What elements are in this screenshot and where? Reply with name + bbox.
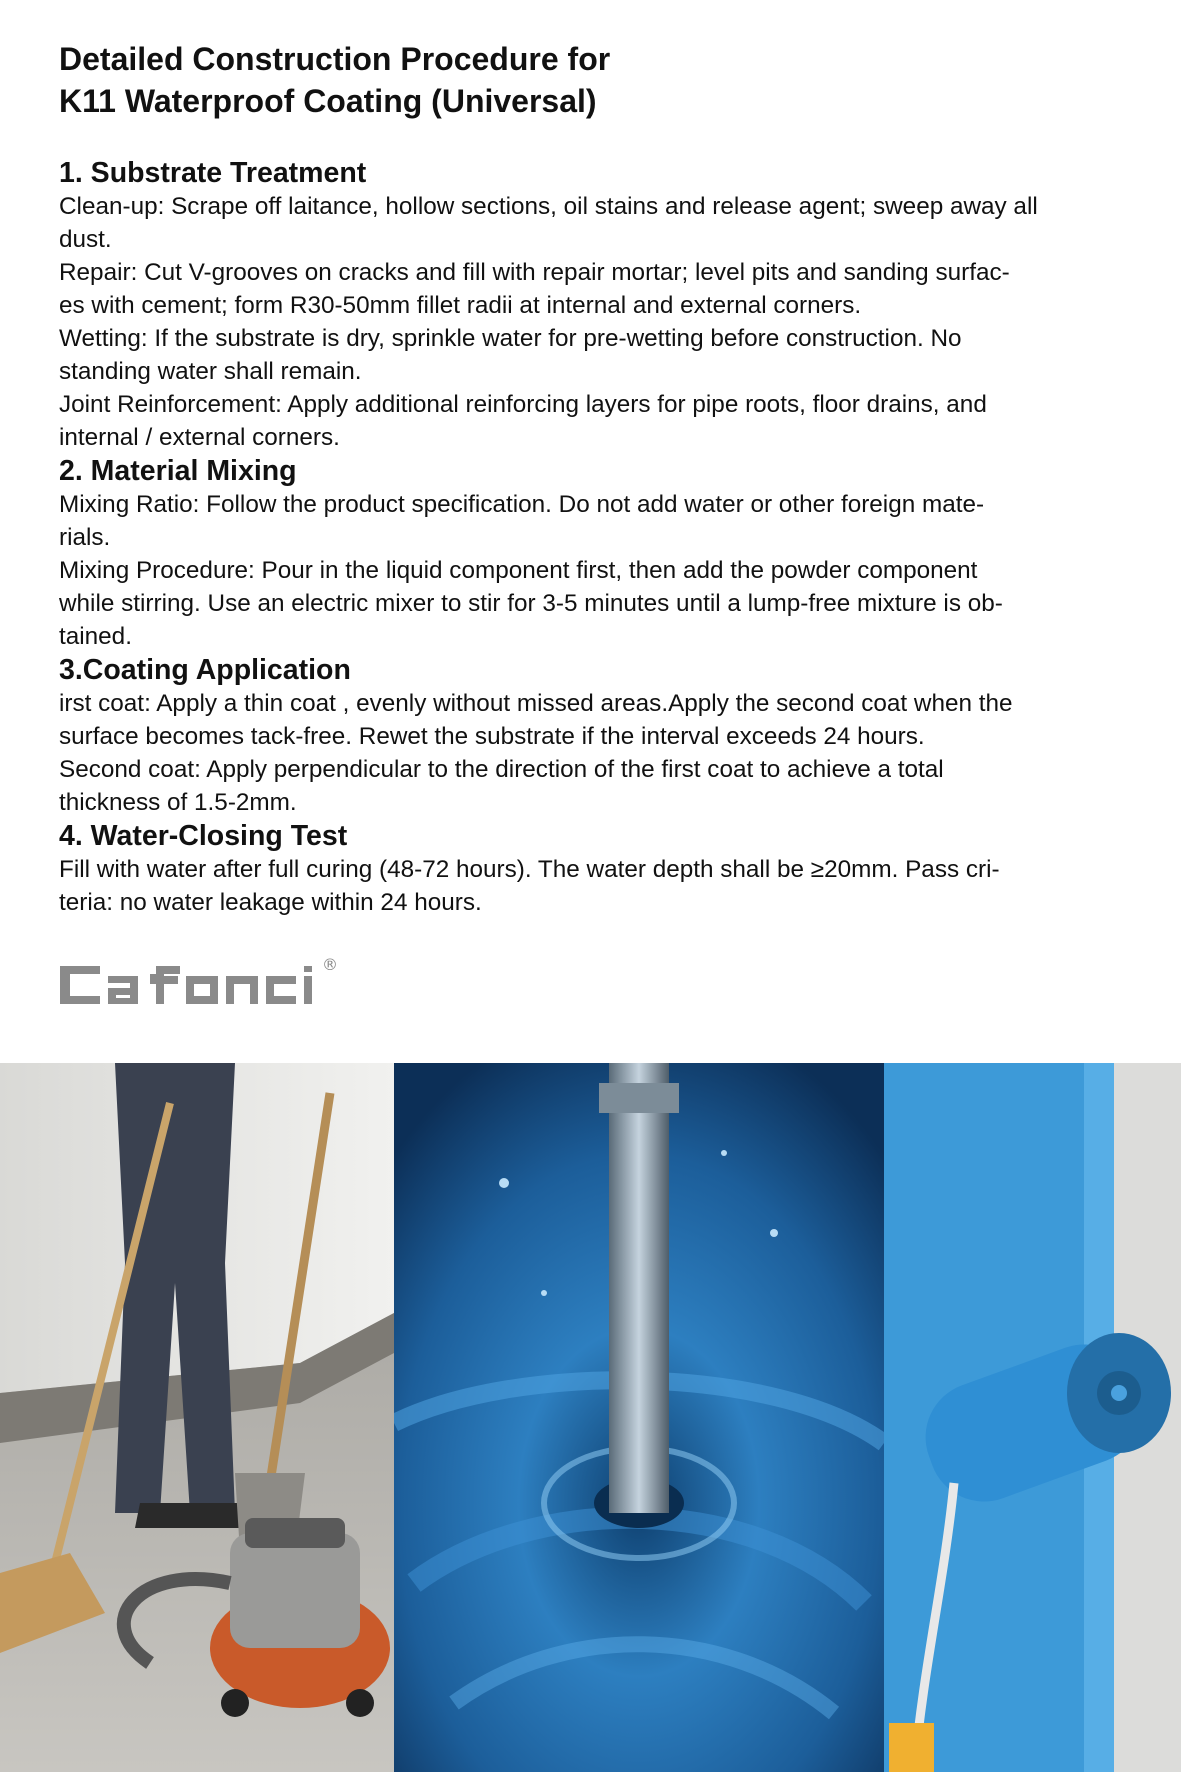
paragraph-line: Second coat: Apply perpendicular to the direction of the first coat to achieve a total	[59, 756, 944, 783]
page-title	[59, 38, 1139, 122]
paragraph-line: Mixing Ratio: Follow the product specification. Do not add water or other foreign mate-	[59, 491, 985, 518]
title-line-1: Detailed Construction Procedure for	[59, 41, 611, 77]
section-heading: 4. Water-Closing Test	[59, 820, 348, 852]
paragraph-line: surface becomes tack-free. Rewet the substrate if the interval exceeds 24 hours.	[59, 723, 925, 750]
section-water-closing-test	[59, 819, 1139, 919]
floor-cleaning-photo	[0, 1063, 394, 1772]
section-coating-application	[59, 653, 1139, 819]
paragraph-line: Repair: Cut V-grooves on cracks and fill with repair mortar; level pits and sanding surfac-	[59, 259, 1010, 286]
roller-application-photo	[884, 1063, 1181, 1772]
section-heading: 3.Coating Application	[59, 654, 351, 686]
section-heading: 2. Material Mixing	[59, 455, 297, 487]
paragraph-line: dust.	[59, 226, 112, 253]
paragraph-line: irst coat: Apply a thin coat , evenly without missed areas.Apply the second coat when the	[59, 690, 1013, 717]
paragraph-line: while stirring. Use an electric mixer to stir for 3-5 minutes until a lump-free mixture is ob-	[59, 590, 1003, 617]
paragraph-line: internal / external corners.	[59, 424, 340, 451]
paragraph-line: tained.	[59, 623, 132, 650]
paragraph-line: Joint Reinforcement: Apply additional reinforcing layers for pipe roots, floor drains, and	[59, 391, 987, 418]
paragraph-line: es with cement; form R30-50mm fillet radii at internal and external corners.	[59, 292, 862, 319]
paragraph-line: rials.	[59, 524, 111, 551]
paragraph-line: Mixing Procedure: Pour in the liquid component first, then add the powder component	[59, 557, 978, 584]
document-body	[59, 38, 1139, 919]
section-substrate-treatment	[59, 156, 1139, 454]
section-heading: 1. Substrate Treatment	[59, 157, 367, 189]
title-line-2: K11 Waterproof Coating (Universal)	[59, 83, 597, 119]
photo-strip	[0, 1063, 1181, 1772]
paragraph-line: thickness of 1.5-2mm.	[59, 789, 297, 816]
logo-graphic	[58, 952, 338, 1012]
paragraph-line: Fill with water after full curing (48-72 hours). The water depth shall be ≥20mm. Pass cri-	[59, 856, 1000, 883]
paragraph-line: teria: no water leakage within 24 hours.	[59, 889, 482, 916]
section-material-mixing	[59, 454, 1139, 653]
coating-mixing-photo	[394, 1063, 884, 1772]
paragraph-line: Wetting: If the substrate is dry, sprinkle water for pre-wetting before construction. No	[59, 325, 962, 352]
registered-mark: ®	[322, 955, 338, 974]
cafonci-logo	[58, 952, 338, 1012]
paragraph-line: Clean-up: Scrape off laitance, hollow sections, oil stains and release agent; sweep away all	[59, 193, 1038, 220]
paragraph-line: standing water shall remain.	[59, 358, 362, 385]
